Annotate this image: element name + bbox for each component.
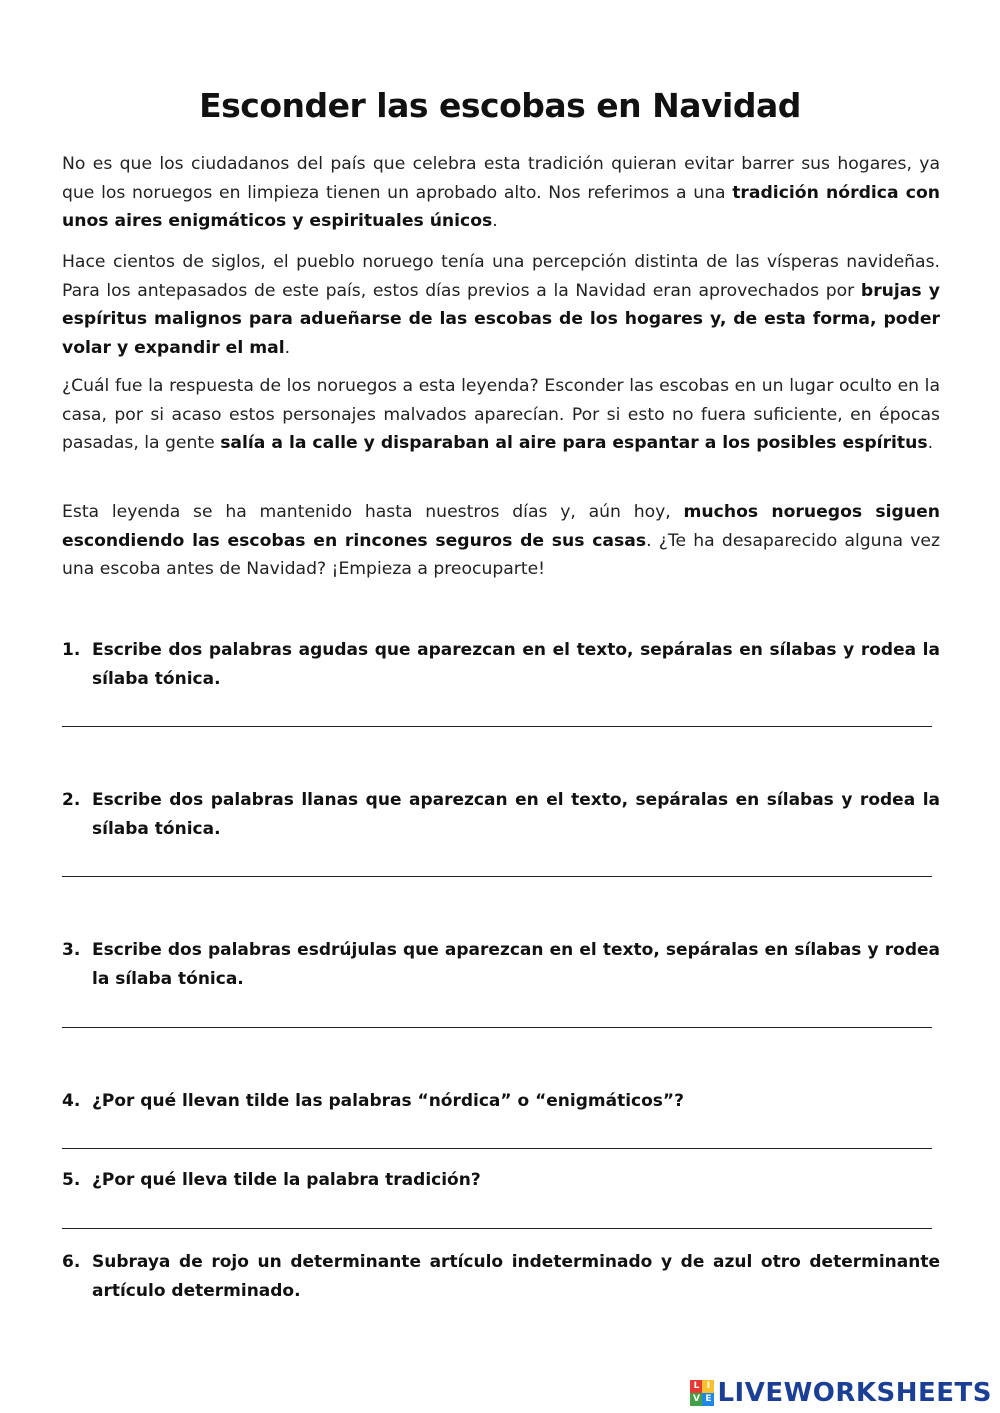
question-text: ¿Por qué llevan tilde las palabras “nórdica” o “enigmáticos”? [92, 1091, 684, 1111]
question-number: 4. [62, 1091, 81, 1111]
bold-text-run: brujas y espíritus malignos para adueñarse de las escobas de los hogares y, de esta forma, poder volar y expandir el mal [62, 280, 940, 358]
question-1 [62, 636, 940, 694]
answer-line-4[interactable] [62, 1148, 932, 1149]
question-3 [62, 936, 940, 994]
question-6 [62, 1248, 940, 1306]
paragraph-4 [62, 498, 940, 584]
logo-letter: I [702, 1380, 714, 1393]
bold-text-run: muchos noruegos siguen escondiendo las escobas en rincones seguros de sus casas [62, 502, 940, 551]
bold-text-run: salía a la calle y disparaban al aire para espantar a los posibles espíritus [220, 433, 928, 453]
logo-letter: L [690, 1380, 702, 1393]
page-title: Esconder las escobas en Navidad [199, 86, 801, 125]
paragraph-1 [62, 150, 940, 236]
text-run: . [927, 433, 934, 453]
question-text: Escribe dos palabras esdrújulas que aparezcan en el texto, sepáralas en sílabas y rodea la sílaba tónica. [92, 940, 940, 989]
logo-letter: V [690, 1393, 702, 1406]
paragraph-3 [62, 372, 940, 458]
answer-line-1[interactable] [62, 726, 932, 727]
question-2 [62, 786, 940, 844]
question-text: Escribe dos palabras agudas que aparezcan en el texto, sepáralas en sílabas y rodea la sílaba tónica. [92, 640, 940, 689]
text-run: No es que los ciudadanos del país que celebra esta tradición quieran evitar barrer sus hogares, ya que los noruegos en limpieza tienen un aprobado alto. Nos referimos a una [62, 154, 940, 203]
text-run: ¿Cuál fue la respuesta de los noruegos a esta leyenda? Esconder las escobas en un lugar oculto en la casa, por si acaso estos personajes malvados aparecían. Por si esto no fuera suficiente, en épocas pasadas, la gente [62, 376, 940, 453]
question-number: 6. [62, 1252, 81, 1272]
text-run: Esta leyenda se ha mantenido hasta nuestros días y, aún hoy, [62, 502, 684, 522]
question-4 [62, 1087, 940, 1116]
question-text: Escribe dos palabras llanas que aparezcan en el texto, sepáralas en sílabas y rodea la sílaba tónica. [92, 790, 940, 839]
answer-line-3[interactable] [62, 1027, 932, 1028]
text-run: . [492, 211, 498, 231]
text-run: . [284, 337, 291, 358]
paragraph-2 [62, 248, 940, 362]
question-number: 1. [62, 640, 81, 660]
liveworksheets-brand [690, 1376, 992, 1410]
question-number: 2. [62, 790, 81, 810]
question-text: ¿Por qué lleva tilde la palabra tradición? [92, 1170, 481, 1190]
answer-line-2[interactable] [62, 876, 932, 877]
question-5 [62, 1166, 940, 1195]
text-run: . ¿Te ha desaparecido alguna vez una escoba antes de Navidad? ¡Empieza a preocuparte! [62, 530, 940, 579]
text-run: Hace cientos de siglos, el pueblo noruego tenía una percepción distinta de las vísperas navideñas. Para los antepasados de este país, estos días previos a la Navidad eran aprovechados por [62, 252, 940, 301]
liveworksheets-logo-icon [690, 1380, 714, 1406]
question-number: 5. [62, 1170, 81, 1190]
bold-text-run: tradición nórdica con unos aires enigmáticos y espirituales únicos [62, 182, 941, 231]
logo-letter: E [702, 1393, 714, 1406]
answer-line-5[interactable] [62, 1228, 932, 1229]
question-text: Subraya de rojo un determinante artículo indeterminado y de azul otro determinante artículo determinado. [92, 1252, 940, 1301]
question-number: 3. [62, 940, 81, 960]
brand-wordmark: LIVEWORKSHEETS [717, 1378, 992, 1408]
